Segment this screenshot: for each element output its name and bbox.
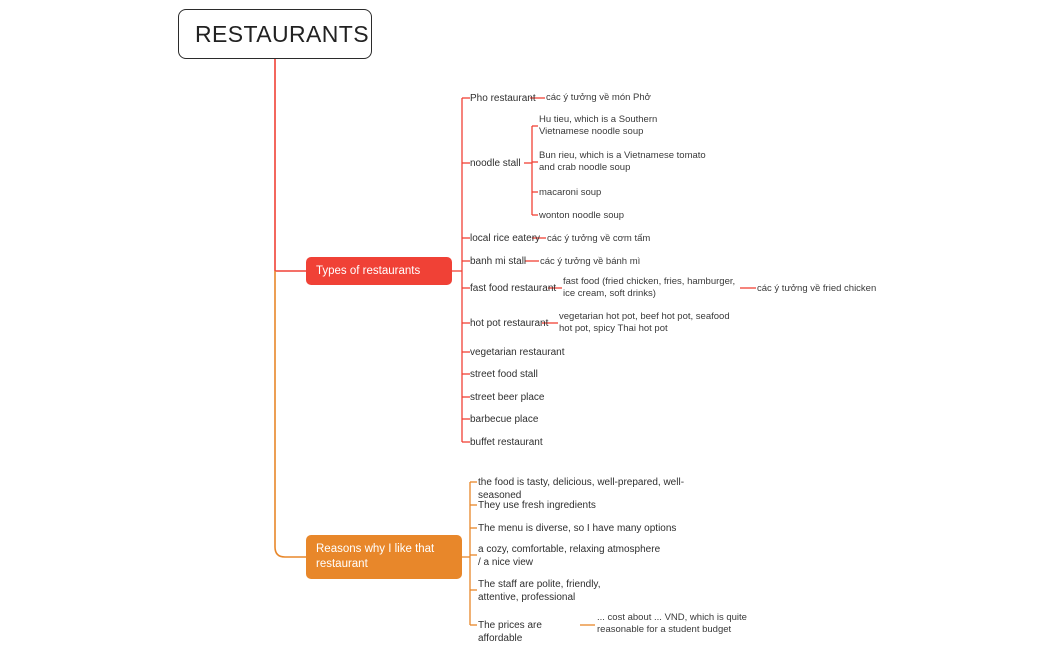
branch-node-label: Types of restaurants	[316, 264, 421, 277]
root-node-label: RESTAURANTS	[195, 20, 369, 47]
leaf-node[interactable]: a cozy, comfortable, relaxing atmosphere / a nice view	[478, 544, 661, 568]
leaf-node[interactable]: The menu is diverse, so I have many options	[478, 523, 677, 534]
leaf-node[interactable]: the food is tasty, delicious, well-prepared, well-seasoned	[478, 477, 685, 501]
leaf-node[interactable]: street food stall	[470, 369, 538, 380]
leaf-node[interactable]: barbecue place	[470, 414, 539, 425]
leaf-node[interactable]: macaroni soup	[539, 187, 602, 198]
leaf-node[interactable]: vegetarian hot pot, beef hot pot, seafood hot pot, spicy Thai hot pot	[559, 311, 730, 334]
branch-node-types-of-restaurants[interactable]	[306, 257, 452, 285]
leaf-node[interactable]: fast food restaurant	[470, 283, 557, 294]
leaf-node[interactable]: Pho restaurant	[470, 93, 536, 104]
leaf-node[interactable]: các ý tưởng về món Phở	[546, 92, 651, 103]
leaf-node[interactable]: ... cost about ... VND, which is quite reasonable for a student budget	[597, 612, 747, 635]
leaf-node[interactable]: fast food (fried chicken, fries, hamburger, ice cream, soft drinks)	[563, 276, 736, 299]
leaf-node[interactable]: các ý tưởng về cơm tấm	[547, 233, 651, 244]
leaf-node[interactable]: The prices are affordable	[478, 620, 542, 644]
leaf-node[interactable]: banh mi stall	[470, 256, 527, 267]
root-node[interactable]	[178, 9, 372, 59]
branch-node-reasons-why-i-like-that-restaurant[interactable]	[306, 535, 462, 579]
leaf-node[interactable]: các ý tưởng về bánh mì	[540, 256, 641, 267]
leaf-node[interactable]: local rice eatery	[470, 233, 541, 244]
leaf-node[interactable]: street beer place	[470, 392, 545, 403]
leaf-node[interactable]: các ý tưởng về fried chicken	[757, 283, 877, 294]
leaf-node[interactable]: The staff are polite, friendly, attentive, professional	[478, 579, 601, 603]
leaf-node[interactable]: They use fresh ingredients	[478, 500, 596, 511]
branch-node-label: Reasons why I like that restaurant	[316, 543, 435, 570]
leaf-node[interactable]: buffet restaurant	[470, 437, 543, 448]
leaf-node[interactable]: Hu tieu, which is a Southern Vietnamese noodle soup	[539, 114, 658, 137]
leaf-node[interactable]: Bun rieu, which is a Vietnamese tomato and crab noodle soup	[539, 150, 706, 173]
leaf-node[interactable]: wonton noodle soup	[539, 210, 625, 221]
leaf-node[interactable]: noodle stall	[470, 158, 521, 169]
leaf-node[interactable]: vegetarian restaurant	[470, 347, 565, 358]
leaf-node[interactable]: hot pot restaurant	[470, 318, 549, 329]
